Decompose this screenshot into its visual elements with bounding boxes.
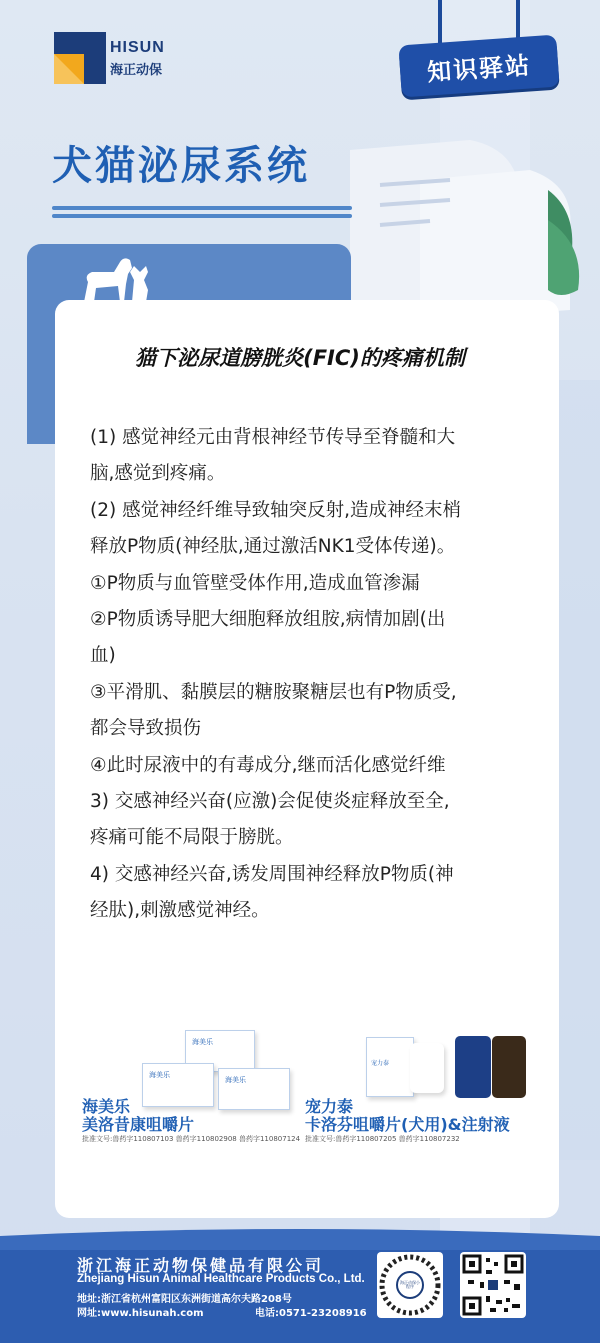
footer-website[interactable]: 网址:www.hisunah.com (77, 1308, 204, 1319)
miniapp-qr-code[interactable]: 海正动保小程序 (377, 1252, 443, 1318)
product-note-right: 批准文号:兽药字110807205 兽药字110807232 (305, 1135, 460, 1143)
product-note-left: 批准文号:兽药字110807103 兽药字110802908 兽药字110807124 (82, 1135, 301, 1143)
footer-phone: 电话:0571-23208916 (255, 1308, 367, 1319)
product-bottle-carprofen (410, 1043, 444, 1093)
card-content (90, 420, 535, 930)
content-line: ②P物质诱导肥大细胞释放组胺,病情加剧(出 (90, 609, 446, 631)
card-title: 猫下泌尿道膀胱炎(FIC)的疼痛机制 (135, 346, 465, 370)
brand-name-en: HISUN (110, 38, 165, 56)
content-line: 3) 交感神经兴奋(应激)会促使炎症释放至全, (90, 791, 450, 813)
qr-code-icon (460, 1252, 526, 1318)
badge-string-left (438, 0, 442, 46)
content-line: ①P物质与血管壁受体作用,造成血管渗漏 (90, 572, 420, 594)
content-line: ③平滑肌、黏膜层的糖胺聚糖层也有P物质受, (90, 681, 457, 703)
content-line: ④此时尿液中的有毒成分,继而活化感觉纤维 (90, 754, 446, 776)
content-line: (2) 感觉神经纤维导致轴突反射,造成神经末梢 (90, 499, 461, 521)
product-name-left: 海美乐 美洛昔康咀嚼片 (82, 1097, 195, 1134)
product-vial-carprofen (455, 1036, 491, 1098)
content-line: 都会导致损伤 (90, 718, 202, 740)
content-line: 经肽),刺激感觉神经。 (90, 900, 270, 922)
content-line: 血) (90, 645, 116, 667)
page-title: 犬猫泌尿系统 (52, 143, 310, 189)
product-box-meloxicam: 海美乐 (142, 1063, 214, 1107)
content-line: 疼痛可能不局限于膀胱。 (90, 827, 294, 849)
brand-logo (54, 32, 165, 84)
product-box-carprofen: 宠力泰 (366, 1037, 414, 1097)
footer-address: 地址:浙江省杭州富阳区东洲街道高尔夫路208号 (77, 1294, 292, 1305)
knowledge-badge: 知识驿站 (398, 35, 559, 98)
footer-company-cn: 浙江海正动物保健品有限公司 (77, 1256, 325, 1275)
wechat-qr-code[interactable] (460, 1252, 526, 1318)
footer-company-en: Zhejiang Hisun Animal Healthcare Products Co., Ltd. (77, 1273, 365, 1285)
title-underline-2 (52, 214, 352, 218)
product-box-meloxicam: 海美乐 (218, 1068, 290, 1110)
hisun-logo-icon (54, 32, 106, 84)
title-underline-1 (52, 206, 352, 210)
content-line: 4) 交感神经兴奋,诱发周围神经释放P物质(神 (90, 863, 454, 885)
product-box-meloxicam: 海美乐 (185, 1030, 255, 1072)
content-line: (1) 感觉神经元由背根神经节传导至脊髓和大 (90, 427, 456, 448)
content-line: 脑,感觉到疼痛。 (90, 463, 226, 485)
product-vial-carprofen (492, 1036, 526, 1098)
brand-name-cn: 海正动保 (110, 62, 163, 78)
product-name-right: 宠力泰 卡洛芬咀嚼片(犬用)&注射液 (305, 1097, 510, 1134)
content-line: 释放P物质(神经肽,通过激活NK1受体传递)。 (90, 536, 456, 558)
